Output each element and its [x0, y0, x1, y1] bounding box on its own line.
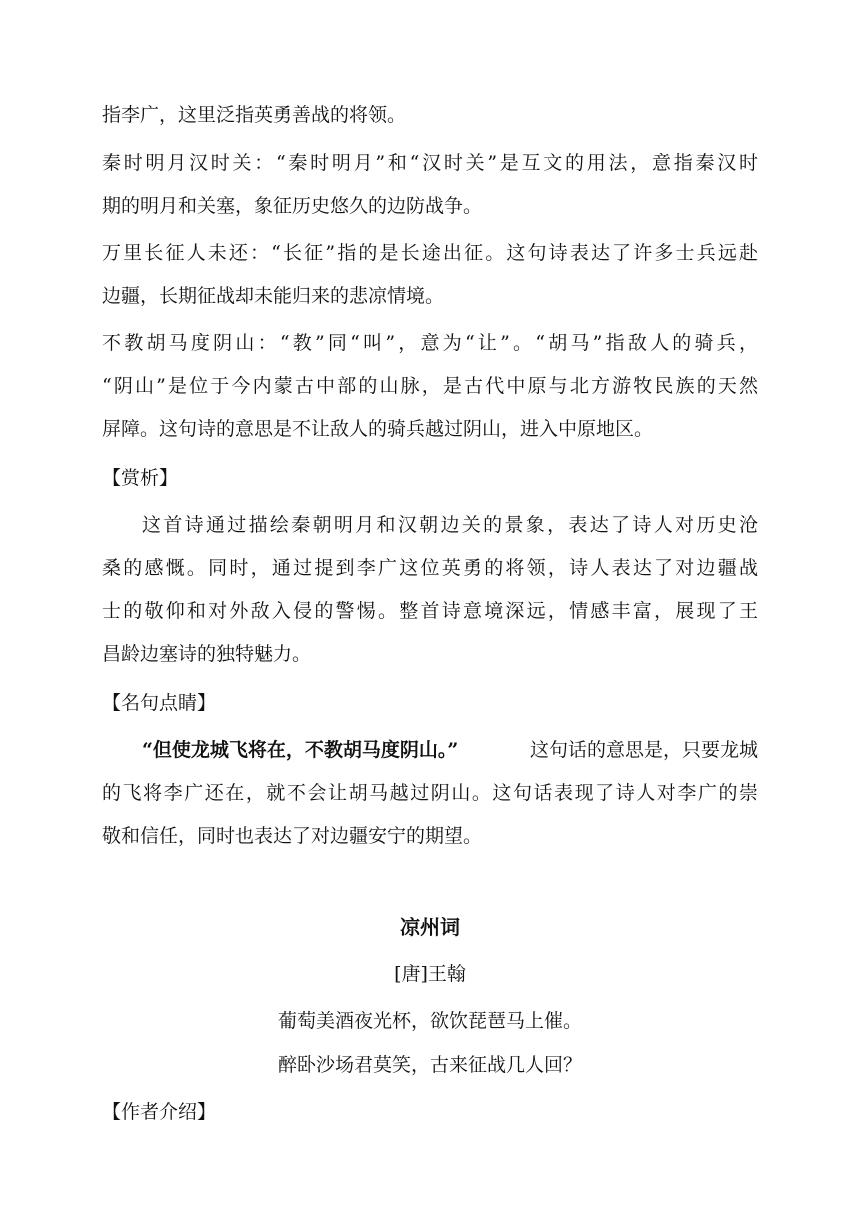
famous-line-text: 这句话的意思是，只要龙城: [529, 739, 758, 761]
appreciation-line: 士的敬仰和对外敌入侵的警惕。整首诗意境深远，情感丰富，展现了王: [102, 600, 758, 622]
appreciation-line: 昌龄边塞诗的独特魅力。: [102, 643, 312, 665]
note-line: 屏障。这句诗的意思是不让敌人的骑兵越过阴山，进入中原地区。: [102, 418, 654, 440]
famous-line-text: 敬和信任，同时也表达了对边疆安宁的期望。: [102, 825, 483, 847]
appreciation-heading: 【赏析】: [102, 467, 179, 489]
poem-author: [唐]王翰: [394, 963, 466, 985]
note-line: 边疆，长期征战却未能归来的悲凉情境。: [102, 285, 445, 307]
note-line: “阴山”是位于今内蒙古中部的山脉，是古代中原与北方游牧民族的天然: [102, 375, 758, 397]
poem-title: 凉州词: [400, 915, 460, 939]
author-intro-heading: 【作者介绍】: [102, 1101, 217, 1123]
famous-line-heading: 【名句点睛】: [102, 692, 217, 714]
famous-line-first-row: [142, 738, 758, 762]
poem-line: 醉卧沙场君莫笑，古来征战几人回？: [277, 1054, 582, 1076]
note-line: 不教胡马度阴山：“教”同“叫”，意为“让”。“胡马”指敌人的骑兵，: [102, 332, 758, 354]
note-line: 期的明月和关塞，象征历史悠久的边防战争。: [102, 195, 483, 217]
note-line: 秦时明月汉时关：“秦时明月”和“汉时关”是互文的用法，意指秦汉时: [102, 152, 758, 174]
famous-line-text: 的飞将李广还在，就不会让胡马越过阴山。这句话表现了诗人对李广的崇: [102, 782, 758, 804]
poem-line: 葡萄美酒夜光杯，欲饮琵琶马上催。: [277, 1010, 582, 1032]
note-line: 万里长征人未还：“长征”指的是长途出征。这句诗表达了许多士兵远赴: [102, 242, 758, 264]
famous-quote: “但使龙城飞将在，不教胡马度阴山。”: [142, 739, 459, 761]
appreciation-line: 桑的感慨。同时，通过提到李广这位英勇的将领，诗人表达了对边疆战: [102, 557, 758, 579]
note-line: 指李广，这里泛指英勇善战的将领。: [102, 104, 407, 126]
appreciation-line: 这首诗通过描绘秦朝明月和汉朝边关的景象，表达了诗人对历史沧: [142, 514, 758, 536]
